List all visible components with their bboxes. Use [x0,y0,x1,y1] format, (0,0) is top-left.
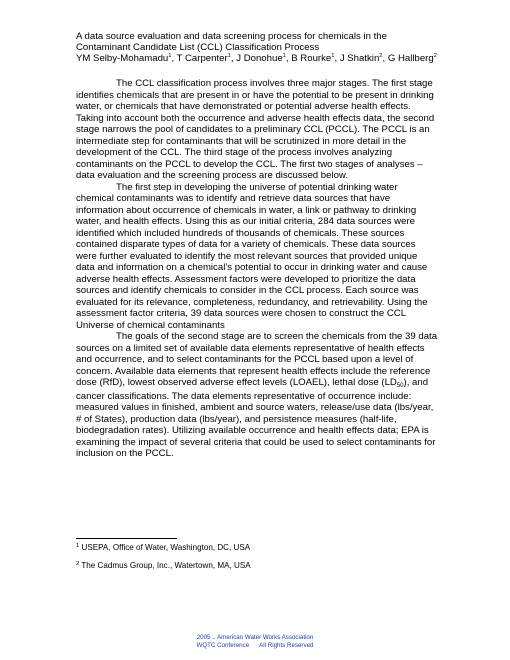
footnote-mark: 2 [76,561,80,567]
author-name: B Rourke [291,53,332,65]
affiliation-mark: 1 [227,53,231,60]
footnote-divider [76,538,177,539]
paragraph-second-stage-text-b: ), and cancer classifications. The data elements representative of occurrence include: measured values in finished, ambient and source waters, release/use data (lbs/year, # of States), production data (lbs/year), and persistence measures (half-life, biodegradation rates). Utilizing available occurrence and health effects data; EPA is examining the impact of several criteria that could be used to select contaminants for inclusion on the PCCL. [76,377,436,459]
affiliation-mark: 1 [168,53,172,60]
affiliation-mark: 2 [379,53,383,60]
footnote-2 [76,561,251,571]
footnote-text: USEPA, Office of Water, Washington, DC, USA [81,543,251,552]
author-name: J Donohue [236,53,283,65]
page-footer [0,634,510,651]
footer-year: 2005 [196,634,211,641]
footer-rights: All Rights Reserved [259,642,314,650]
author-name: T Carpenter [176,53,228,65]
footer-separator: .. [212,634,216,641]
paragraph-stages: The CCL classification process involves three major stages. The first stage identifies chemicals that are present in or have the potential to be present in drinking water, or chemicals that have demonstrated or potential adverse health effects. Taking into account both the occurrence and adverse health effects data, the second stage narrows the pool of candidates to a preliminary CCL (PCCL). The PCCL is an intermediate step for contaminants that will be scrutinized in more detail in the development of the CCL. The third stage of the process involves analyzing contaminants on the PCCL to develop the CCL. The first two stages of analyses – data evaluation and the screening process are discussed below. [76,78,435,181]
footer-conference: WQTC Conference [196,642,250,650]
footnote-mark: 1 [76,543,80,549]
affiliation-mark: 1 [331,53,335,60]
ld50-subscript: 50 [396,383,404,389]
paper-title-block [76,31,456,65]
footnote-text: The Cadmus Group, Inc., Watertown, MA, USA [81,561,251,570]
footnote-1 [76,543,250,553]
title-line-1: A data source evaluation and data screening process for chemicals in the [76,31,387,42]
author-name: YM Selby-Mohamadu [76,53,169,65]
abstract-body [76,78,438,460]
paragraph-first-step: The first step in developing the universe of potential drinking water chemical contaminants was to identify and retrieve data sources that have information about occurrence of chemicals in water, a link or pathway to drinking water, and health effects. Using this as our initial criteria, 284 data sources were identified which included hundreds of thousands of chemicals. These sources contained disparate types of data for a variety of chemicals. These data sources were further evaluated to identify the most relevant sources that provided unique data and information on a chemical’s potential to occur in drinking water and cause adverse health effects. Assessment factors were developed to prioritize the data sources and identify chemicals to consider in the CCL process. Each source was evaluated for its relevance, completeness, redundancy, and retrievability. Using the assessment factor criteria, 39 data sources were chosen to construct the CCL Universe of chemical contaminants [76,181,428,331]
affiliation-mark: 2 [433,53,437,60]
affiliation-mark: 1 [282,53,286,60]
paragraph-second-stage [76,331,438,460]
paragraph-second-stage-text-a: The goals of the second stage are to screen the chemicals from the 39 data sources on a limited set of available data elements representative of health effects and occurrence, and to select contaminants for the PCCL based upon a level of concern. Available data elements that represent health effects include the reference dose (RfD), lowest observed adverse effect levels (LOAEL), lethal dose (LD [76,331,438,388]
title-line-2: Contaminant Candidate List (CCL) Classification Process [76,42,320,54]
author-name: G Hallberg [387,53,434,65]
author-list: YM Selby-Mohamadu$^1$, T Carpenter$^1$, J Donohue$^1$, B Rourke$^1$, J Shatkin$^2$, G Hallberg$^2$ [76,53,437,65]
footer-organization: American Water Works Association [217,634,314,641]
author-name: J Shatkin [339,53,380,65]
